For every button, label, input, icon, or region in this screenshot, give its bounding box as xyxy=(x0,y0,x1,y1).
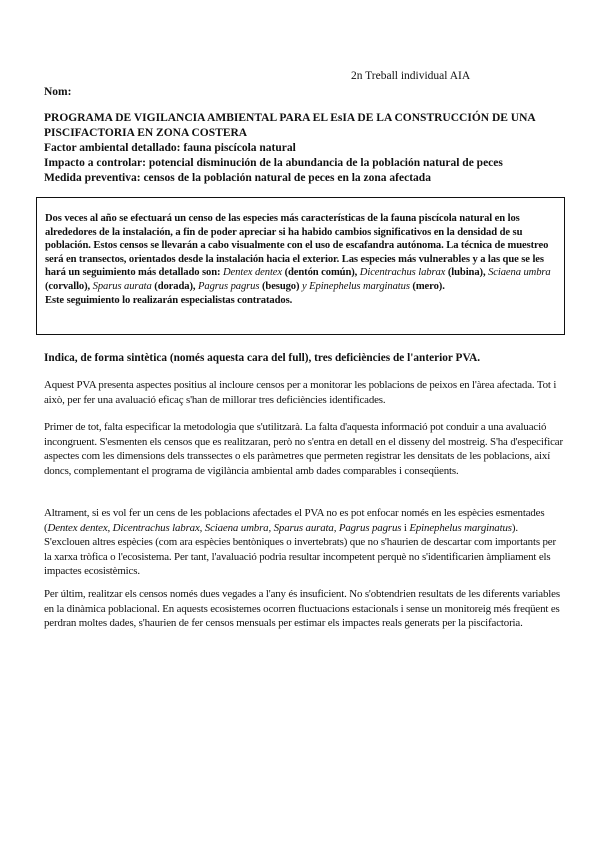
pva-closing: Este seguimiento lo realizarán especialistas contratados. xyxy=(45,294,293,306)
name-label: Nom: xyxy=(44,86,72,98)
answer-p3-start: Altrament, si es vol fer un cens de les poblacions afectades el PVA no es pot enfocar només en les espècies esmentades ( xyxy=(44,507,545,534)
answer-paragraph-1: Aquest PVA presenta aspectes positius al incloure censos per a monitorar les poblacions de peixos en l'àrea afectada. Tot i això, per fer una avaluació eficaç s'han de millorar tres deficiències identificades. xyxy=(44,379,557,406)
pva-description-text xyxy=(45,212,556,307)
answer-p3-end: ). S'exclouen altres espècies (com ara espècies bentòniques o invertebrats) que no s'haurien de descartar com importants per la xarxa tròfica o l'ecosistema. Per tant, l'avaluació podria resultar incompetent perquè no s'identificarien àmpliament els impactes ecosistèmics. xyxy=(44,521,556,577)
species-4: Sparus aurata xyxy=(92,280,152,292)
species-2-common: (lubina), xyxy=(447,267,486,279)
species-3-common: (corvallo), xyxy=(45,280,91,292)
pva-description-box xyxy=(36,197,565,335)
answer-paragraph-2: Primer de tot, falta especificar la metodologia que s'utilitzarà. La falta d'aquesta informació pot conduir a una avaluació incongruent. S'esmenten els censos que es realitzaran, però no s'entra en detall en el disseny del mostreig. S'ha d'especificar aspectes com les dimensions dels transsectes o els paràmetres que permeten registrar les densitats de les poblacions, així doncs, complementant el programa de vigilància ambiental amb dades comparables i conseqüents. xyxy=(44,421,563,477)
species-5-common: (besugo) xyxy=(261,280,300,292)
program-heading xyxy=(44,111,564,186)
species-5: Pagrus pagrus xyxy=(198,280,260,292)
pva-intro: Dos veces al año se efectuará un censo de las especies más características de la fauna piscícola natural en los alrededores de la instalación, a fin de poder apreciar si ha habido cambios significativos en la densidad de su población. Estos censos se llevarán a cabo visualmente con el uso de escafandra autónoma. La técnica de muestreo será en transectos, orientados desde la instalación hacia el exterior. Las especies más vulnerables y a las que se les hará un seguimiento más detallado son: xyxy=(45,213,549,279)
species-2: Dicentrachus labrax xyxy=(359,267,446,279)
answer-p3-species-last: Epinephelus marginatus xyxy=(409,521,512,534)
species-6-common: (mero). xyxy=(412,280,445,292)
answer-paragraph-4: Per últim, realitzar els censos només dues vegades a l'any és insuficient. No s'obtendrien resultats de les diferents variables en la dinàmica poblacional. En aquests ecosistemes ocorren fluctuacions estacionals i sense un monitoreig més freqüent es perdran moltes dades, s'haurien de fer censos mensuals per estimar els impactes reals generats per la piscifactoria. xyxy=(44,588,560,629)
species-6: y Epinephelus marginatus xyxy=(302,280,410,292)
assignment-label: 2n Treball individual AIA xyxy=(351,70,471,82)
answer-paragraph-3 xyxy=(44,506,564,579)
program-title-line-1: PROGRAMA DE VIGILANCIA AMBIENTAL PARA EL EsIA DE LA CONSTRUCCIÓN DE UNA xyxy=(44,112,536,124)
question-prompt: Indica, de forma sintètica (només aquesta cara del full), tres deficiències de l'anterior PVA. xyxy=(44,352,481,364)
answer-p3-conjunction: i xyxy=(401,521,410,534)
preventive-measure: Medida preventiva: censos de la población natural de peces en la zona afectada xyxy=(44,172,431,184)
impact-to-control: Impacto a controlar: potencial disminución de la abundancia de la población natural de peces xyxy=(44,157,503,169)
species-3: Sciaena umbra xyxy=(488,267,551,279)
species-1: Dentex dentex xyxy=(223,267,282,279)
species-4-common: (dorada), xyxy=(154,280,196,292)
answer-p3-species: Dentex dentex, Dicentrachus labrax, Sciaena umbra, Sparus aurata, Pagrus pagrus xyxy=(47,521,402,534)
environmental-factor: Factor ambiental detallado: fauna piscícola natural xyxy=(44,142,296,154)
program-title-line-2: PISCIFACTORIA EN ZONA COSTERA xyxy=(44,127,248,139)
species-1-common: (dentón común), xyxy=(284,267,358,279)
